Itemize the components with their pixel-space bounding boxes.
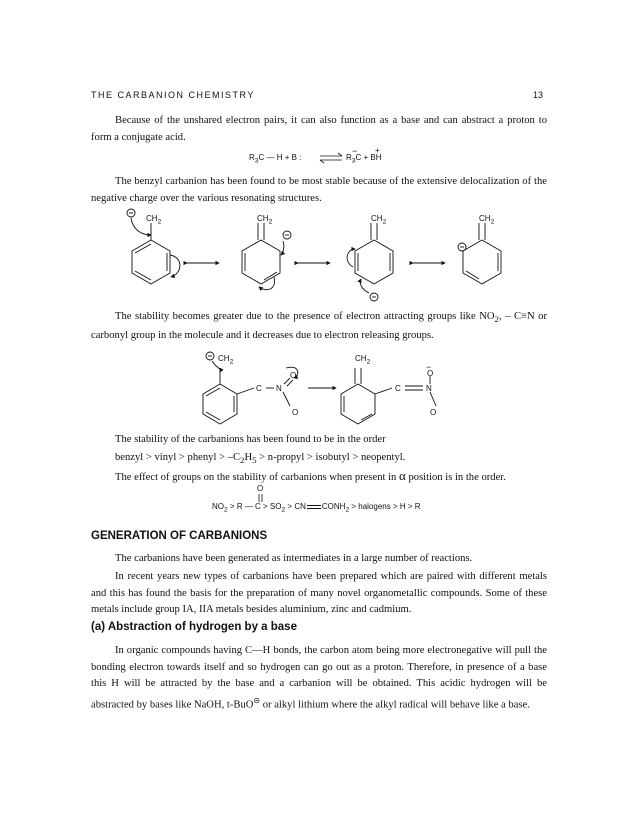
nitro-c-label-2: C (395, 384, 401, 393)
paragraph-benzyl-carbanion: The benzyl carbanion has been found to be most stable because of the extensive delocalization of the negative charge over the various resonating structures. (91, 176, 547, 204)
paragraph-hydrogen-abstraction: In organic compounds having C—H bonds, the carbon atom being more electronegative will pull the bonding electron towards itself and so hydrogen can go out as a proton. Therefore, in presence of a base this H will be attracted by the base and a carbanion will be obtained. This acidic hydrogen will be abstracted by bases like NaOH, t-BuO⊝ or alkyl lithium where the alkyl radical will behave like a base. (91, 645, 547, 711)
negative-charge-icon: − (352, 146, 358, 156)
nitro-o-label-1b: O (292, 408, 299, 417)
paragraph-electron-attracting: The stability becomes greater due to the presence of electron attracting groups like $NO_2$, – C≡N or carbonyl group in the molecule and it decreases due to electron releasing groups. (91, 311, 548, 341)
nitro-structure-2 (341, 368, 436, 424)
cn-double-bond (307, 505, 321, 509)
resonance-structure-3 (347, 223, 393, 301)
nitro-ch2-label-1: $CH_2$ (218, 354, 234, 366)
paragraph-generation-intro: The carbanions have been generated as intermediates in a large number of reactions. (115, 553, 473, 564)
equilibrium-arrow (318, 152, 344, 166)
page-number: 13 (533, 90, 544, 100)
nitro-o-label-2b: O (430, 408, 437, 417)
stability-order-series: benzyl > vinyl > phenyl > $-C_2H_5$ > n-propyl > isobutyl > neopentyl. (115, 452, 406, 466)
section-title: GENERATION OF CARBANIONS (91, 530, 268, 542)
nitro-ch2-label-2: $CH_2$ (355, 354, 371, 366)
nitro-o-label-2a: O (427, 369, 434, 378)
resonance-structure-4 (458, 223, 501, 284)
negative-charge-icon: − (426, 362, 432, 372)
resonance-structure-2 (242, 223, 291, 290)
benzyl-ch2-label-2: $CH_2$ (257, 214, 273, 226)
benzyl-ch2-label-4: $CH_2$ (479, 214, 495, 226)
carbonyl-oxygen-label: O (257, 484, 264, 493)
negative-charge-icon: ⊝ (253, 695, 261, 705)
equation-group-order: $NO_2 > R$ — $C > SO_2$ > CN $CONH_2$ > halogens > H > R (212, 502, 421, 514)
nitro-n-label-2: N (426, 384, 432, 393)
paragraph-base-function: Because of the unshared electron pairs, it can also function as a base and can abstract a proton to form a conjugate acid. (91, 115, 547, 143)
nitro-n-label-1: N (276, 384, 282, 393)
running-header-title: THE CARBANION CHEMISTRY (91, 90, 255, 100)
paragraph-alpha-effect: The effect of groups on the stability of carbanions when present in α position is in the order. (115, 468, 506, 483)
nitro-c-label-1: C (256, 384, 262, 393)
benzyl-ch2-label-1: $CH_2$ (146, 214, 162, 226)
paragraph-stability-order: The stability of the carbanions has been found to be in the order (115, 434, 386, 445)
eq1-right: $R_3C$ + BH (346, 153, 382, 165)
paragraph-organometallic: In recent years new types of carbanions have been prepared which are paired with different metals and this has found the basis for the preparation of many novel organometallic compounds. Some of these metals include group IA, IIA metals besides aluminium, zinc and cadmium. (91, 571, 547, 615)
positive-charge-icon: + (375, 146, 380, 155)
benzyl-ch2-label-3: $CH_2$ (371, 214, 387, 226)
equation-proton-abstraction (249, 153, 301, 165)
nitro-o-label-1a: O (290, 371, 297, 380)
subsection-title: (a) Abstraction of hydrogen by a base (91, 621, 297, 633)
eq1-left: $R_3C$ — H + B : (249, 153, 302, 165)
